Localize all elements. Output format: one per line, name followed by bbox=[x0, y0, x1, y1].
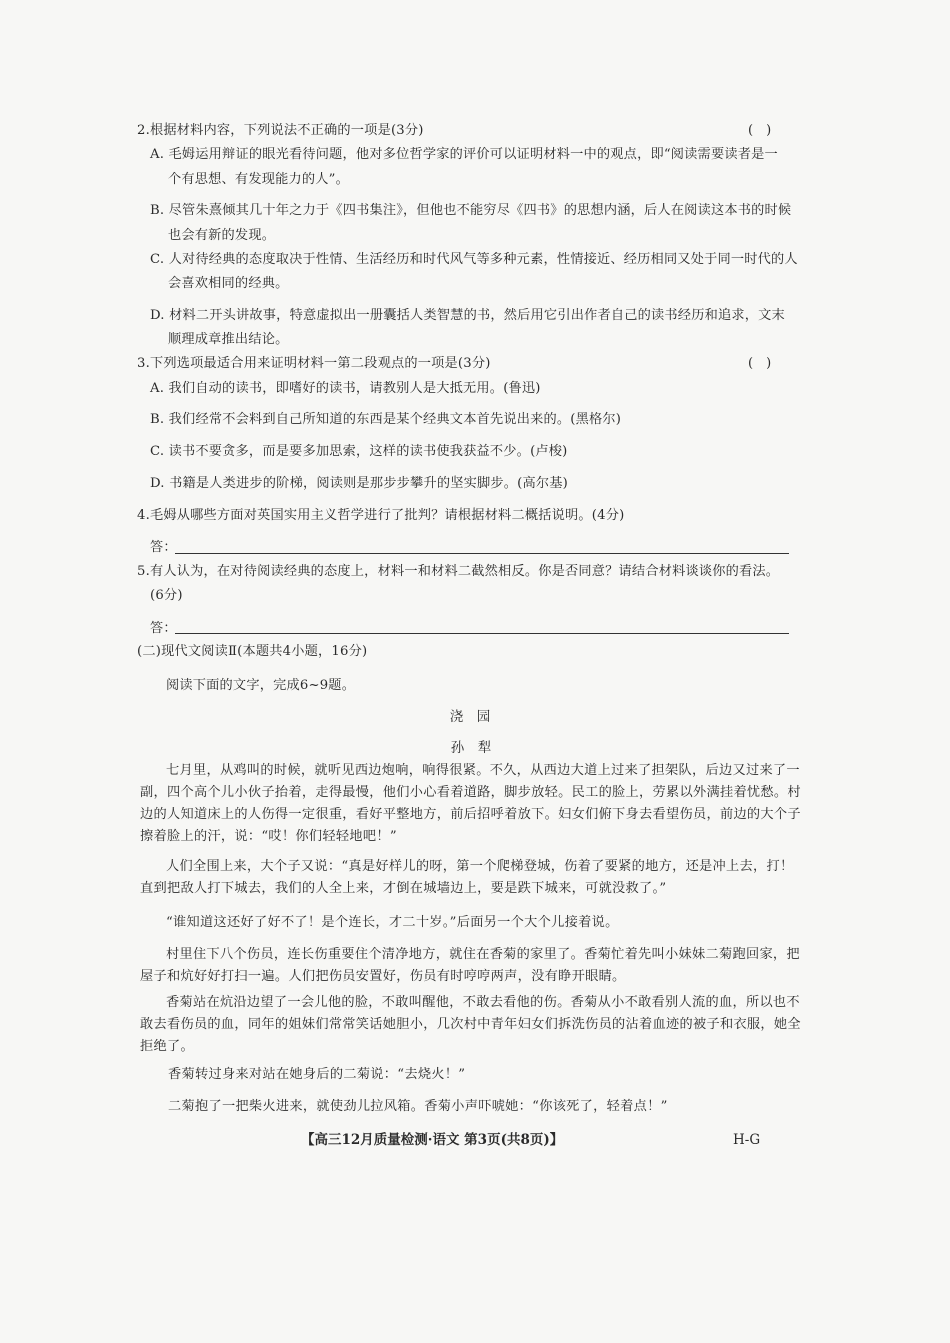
paper-code: H-G bbox=[733, 1132, 761, 1148]
q3-option-d: D. 书籍是人类进步的阶梯，阅读则是那步步攀升的坚实脚步。(高尔基) bbox=[150, 476, 569, 491]
q4-stem: 4.毛姆从哪些方面对英国实用主义哲学进行了批判？请根据材料二概括说明。(4分) bbox=[137, 508, 625, 523]
section-heading: (二)现代文阅读Ⅱ(本题共4小题，16分) bbox=[137, 644, 368, 659]
passage-paragraph-6: 香菊转过身来对站在她身后的二菊说：“去烧火！” bbox=[168, 1067, 466, 1082]
q5-answer-line[interactable] bbox=[175, 633, 789, 634]
passage-author: 孙 犁 bbox=[450, 740, 492, 756]
q3-option-b: B. 我们经常不会料到自己所知道的东西是某个经典文本首先说出来的。(黑格尔) bbox=[150, 412, 622, 427]
reading-instruction: 阅读下面的文字，完成6~9题。 bbox=[166, 678, 356, 693]
q3-option-a: A. 我们自动的读书，即嗜好的读书，请教别人是大抵无用。(鲁迅) bbox=[150, 381, 541, 396]
passage-title: 浇 园 bbox=[449, 709, 491, 725]
page-footer: 【高三12月质量检测·语文 第3页(共8页)】 bbox=[301, 1132, 564, 1148]
passage-paragraph-1: 七月里，从鸡叫的时候，就听见西边炮响，响得很紧。不久，从西边大道上过来了担架队，后边又过来了一副，四个高个儿小伙子抬着，走得最慢，他们小心看着道路，脚步放轻。民工的脸上，劳累以外满挂着忧愁。村边的人知道床上的人伤得一定很重，看好平整地方，前后招呼着放下。妇女们俯下身去看望伤员，前边的大个子擦着脸上的汗，说：“哎！你们轻轻地吧！” bbox=[140, 763, 801, 844]
passage-paragraph-5: 香菊站在炕沿边望了一会儿他的脸，不敢叫醒他，不敢去看他的伤。香菊从小不敢看别人流的血，所以也不敢去看伤员的血，同年的姐妹们常常笑话她胆小，几次村中青年妇女们拆洗伤员的沾着血迹的被子和衣服，她全拒绝了。 bbox=[140, 995, 801, 1054]
q5-answer-label: 答： bbox=[150, 621, 177, 636]
passage-paragraph-3: “谁知道这还好了好不了！是个连长，才二十岁。”后面另一个大个儿接着说。 bbox=[166, 915, 619, 930]
q3-stem: 3.下列选项最适合用来证明材料一第二段观点的一项是(3分) bbox=[137, 356, 491, 371]
q2-answer-bracket: ( ) bbox=[748, 123, 772, 138]
q2-option-b-line2: 也会有新的发现。 bbox=[168, 228, 276, 243]
q2-option-c-line2: 会喜欢相同的经典。 bbox=[168, 276, 289, 291]
q2-stem: 2.根据材料内容，下列说法不正确的一项是(3分) bbox=[137, 123, 424, 138]
q4-answer-label: 答： bbox=[150, 540, 177, 555]
passage-paragraph-4: 村里住下八个伤员，连长伤重要住个清净地方，就住在香菊的家里了。香菊忙着先叫小妹妹二菊跑回家，把屋子和炕好好打扫一遍。人们把伤员安置好，伤员有时哼哼两声，没有睁开眼睛。 bbox=[140, 947, 800, 984]
passage-paragraph-2: 人们全围上来，大个子又说：“真是好样儿的呀，第一个爬梯登城，伤着了要紧的地方，还是冲上去，打！直到把敌人打下城去，我们的人全上来，才倒在城墙边上，要是跌下城来，可就没救了。” bbox=[140, 859, 794, 896]
q3-option-c: C. 读书不要贪多，而是要多加思索，这样的读书使我获益不少。(卢梭) bbox=[150, 444, 568, 459]
q2-option-d-line2: 顺理成章推出结论。 bbox=[168, 332, 289, 347]
q2-option-a-line2: 个有思想、有发现能力的人”。 bbox=[168, 172, 349, 187]
passage-paragraph-7: 二菊抱了一把柴火进来，就使劲儿拉风箱。香菊小声吓唬她：“你该死了，轻着点！” bbox=[168, 1099, 668, 1114]
q5-stem-line1: 5.有人认为，在对待阅读经典的态度上，材料一和材料二截然相反。你是否同意？请结合材料谈谈你的看法。 bbox=[137, 564, 780, 579]
q2-option-b-line1: B. 尽管朱熹倾其几十年之力于《四书集注》，但他也不能穷尽《四书》的思想内涵，后人在阅读这本书的时候 bbox=[150, 203, 792, 218]
q2-option-c-line1: C. 人对待经典的态度取决于性情、生活经历和时代风气等多种元素，性情接近、经历相同又处于同一时代的人 bbox=[150, 252, 798, 267]
q3-answer-bracket: ( ) bbox=[748, 356, 772, 371]
q2-option-d-line1: D. 材料二开头讲故事，特意虚拟出一册囊括人类智慧的书，然后用它引出作者自己的读书经历和追求，文末 bbox=[150, 308, 785, 323]
q2-option-a-line1: A. 毛姆运用辩证的眼光看待问题，他对多位哲学家的评价可以证明材料一中的观点，即“阅读需要读者是一 bbox=[150, 147, 778, 162]
q4-answer-line[interactable] bbox=[175, 553, 789, 554]
q5-stem-line2: (6分) bbox=[150, 588, 183, 603]
